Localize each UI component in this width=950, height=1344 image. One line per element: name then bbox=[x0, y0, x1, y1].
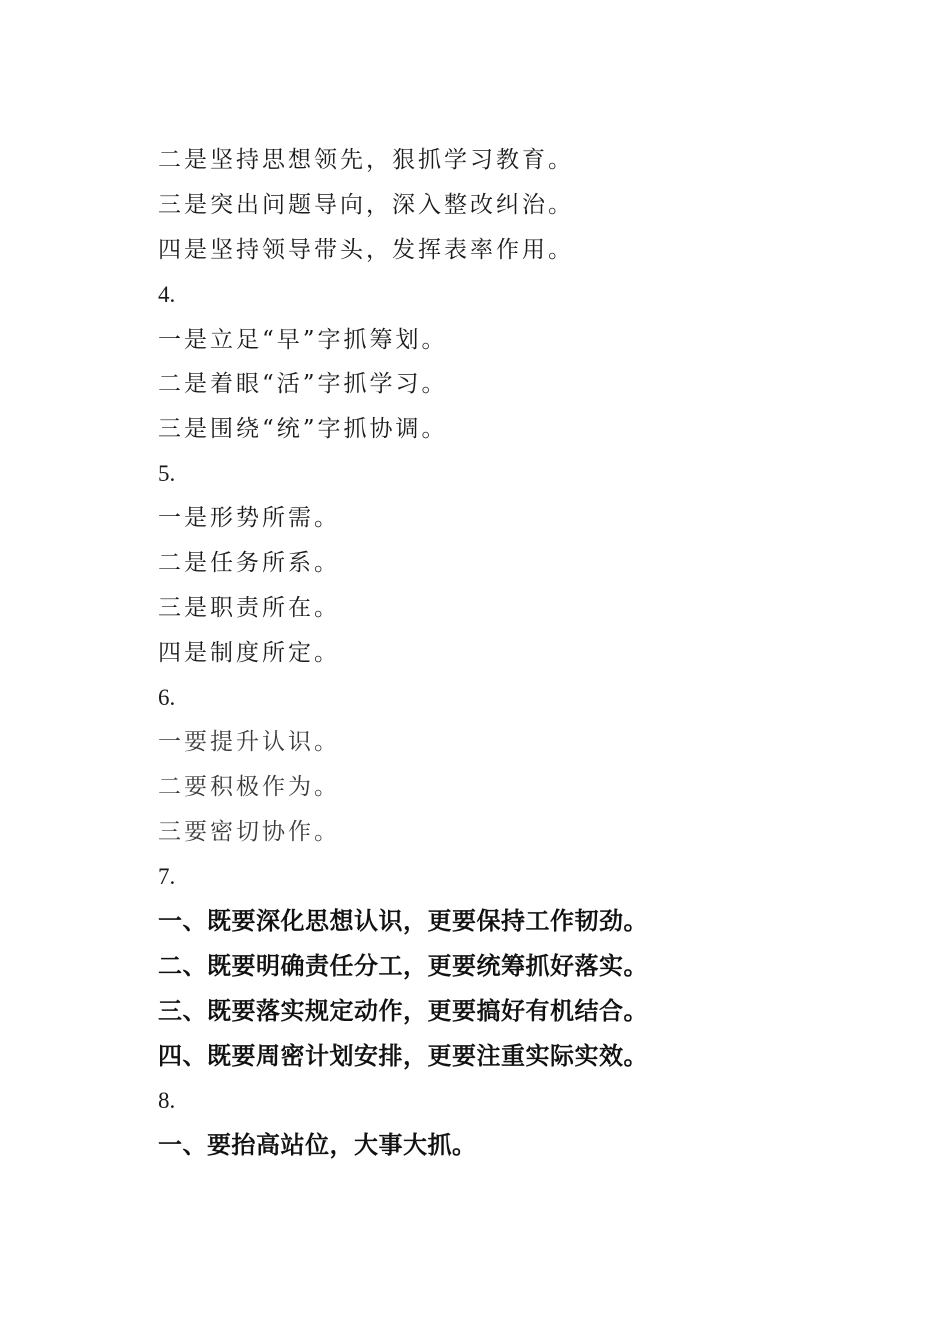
text-line: 二要积极作为。 bbox=[158, 774, 340, 800]
section-number: 8. bbox=[158, 1088, 176, 1113]
text-line: 四是坚持领导带头，发挥表率作用。 bbox=[158, 237, 574, 263]
section-number: 7. bbox=[158, 864, 176, 889]
section-number: 6. bbox=[158, 685, 176, 710]
text-line: 二是着眼“活”字抓学习。 bbox=[158, 371, 448, 397]
text-line: 二是任务所系。 bbox=[158, 550, 340, 576]
section-number: 5. bbox=[158, 461, 176, 486]
text-line: 三要密切协作。 bbox=[158, 819, 340, 845]
text-line: 一要提升认识。 bbox=[158, 729, 340, 755]
text-line: 四是制度所定。 bbox=[158, 640, 340, 666]
text-line: 三是围绕“统”字抓协调。 bbox=[158, 416, 448, 442]
text-line: 三是职责所在。 bbox=[158, 595, 340, 621]
text-line: 三、既要落实规定动作，更要搞好有机结合。 bbox=[158, 997, 648, 1025]
text-line: 三是突出问题导向，深入整改纠治。 bbox=[158, 192, 574, 218]
text-line: 四、既要周密计划安排，更要注重实际实效。 bbox=[158, 1042, 648, 1070]
text-line: 一是形势所需。 bbox=[158, 505, 340, 531]
text-line: 一、既要深化思想认识，更要保持工作韧劲。 bbox=[158, 907, 648, 935]
text-line: 一是立足“早”字抓筹划。 bbox=[158, 327, 448, 353]
text-line: 二、既要明确责任分工，更要统筹抓好落实。 bbox=[158, 952, 648, 980]
text-line: 一、要抬高站位，大事大抓。 bbox=[158, 1131, 477, 1159]
text-line: 二是坚持思想领先，狠抓学习教育。 bbox=[158, 147, 574, 173]
section-number: 4. bbox=[158, 282, 176, 307]
